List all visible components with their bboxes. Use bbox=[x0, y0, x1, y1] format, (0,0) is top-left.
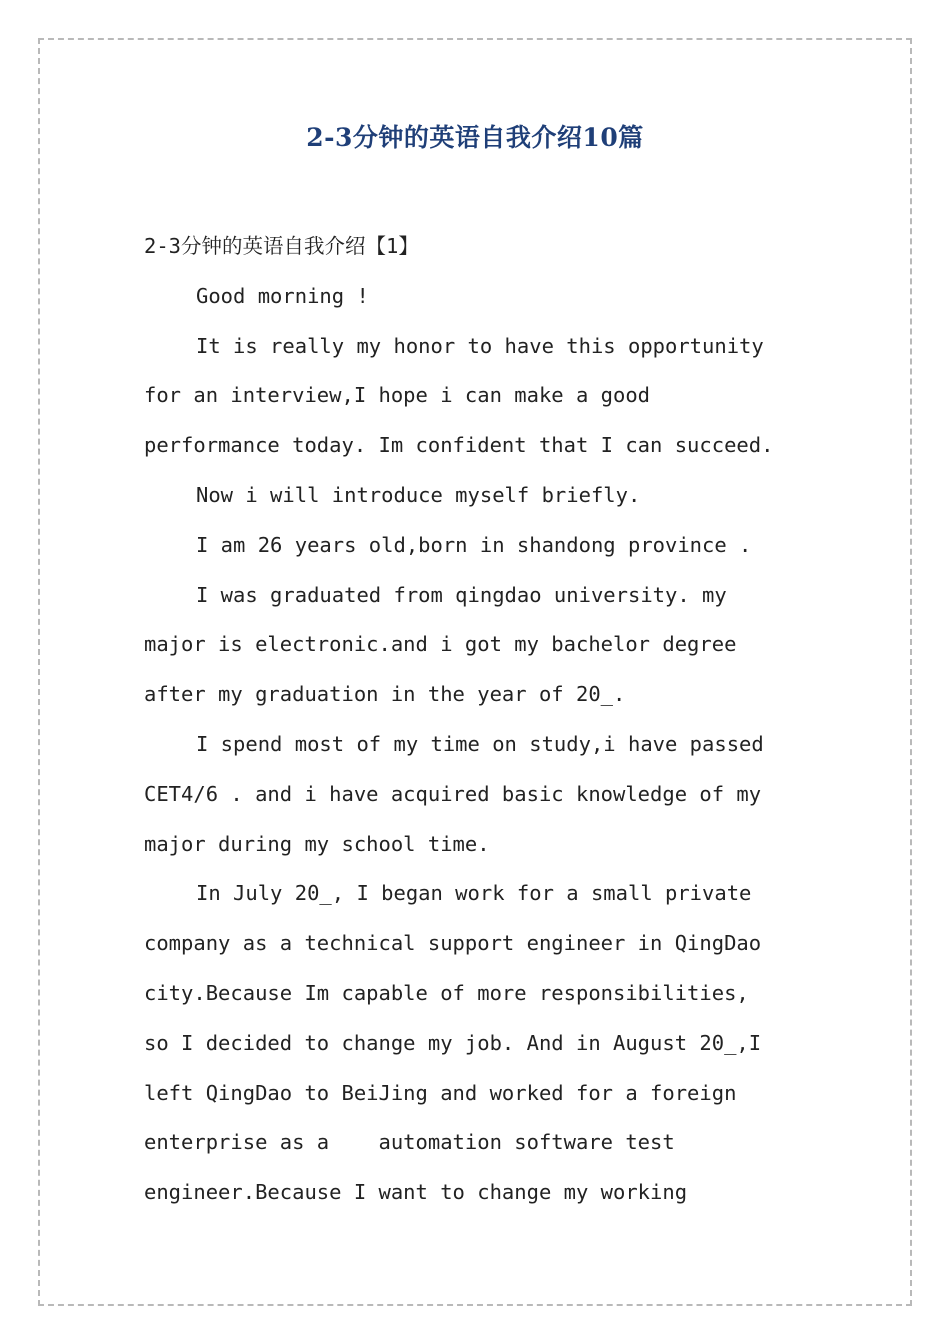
text-line: Good morning ! bbox=[196, 283, 369, 308]
text-line: enterprise as a automation software test bbox=[144, 1130, 675, 1155]
paragraph-greeting bbox=[144, 272, 804, 322]
text-line: CET4/6 . and i have acquired basic knowledge of my bbox=[144, 781, 762, 806]
paragraph-honor bbox=[144, 322, 804, 471]
paragraph-work bbox=[144, 869, 804, 1218]
text-line: In July 20_, I began work for a small private bbox=[196, 881, 752, 906]
text-line: I am 26 years old,born in shandong province . bbox=[196, 532, 752, 557]
text-line: for an interview,I hope i can make a good bbox=[144, 383, 651, 408]
paragraph-introduce bbox=[144, 471, 804, 521]
document-body bbox=[144, 222, 804, 1218]
text-line: after my graduation in the year of 20_. bbox=[144, 682, 626, 707]
paragraph-education bbox=[144, 571, 804, 720]
text-line: performance today. Im confident that I can succeed. bbox=[144, 433, 774, 458]
text-line: Now i will introduce myself briefly. bbox=[196, 482, 641, 507]
text-line: It is really my honor to have this opportunity bbox=[196, 333, 764, 358]
text-line: major is electronic.and i got my bachelor degree bbox=[144, 632, 737, 657]
text-line: left QingDao to BeiJing and worked for a foreign bbox=[144, 1080, 737, 1105]
section-heading: 2-3分钟的英语自我介绍【1】 bbox=[144, 234, 419, 258]
text-line: so I decided to change my job. And in August 20_,I bbox=[144, 1030, 762, 1055]
text-line: I spend most of my time on study,i have passed bbox=[196, 731, 764, 756]
paragraph-study bbox=[144, 720, 804, 869]
document-title: 2-3分钟的英语自我介绍10篇 bbox=[306, 123, 644, 152]
paragraph-age bbox=[144, 521, 804, 571]
text-line: I was graduated from qingdao university. my bbox=[196, 582, 727, 607]
text-line: company as a technical support engineer in QingDao bbox=[144, 931, 762, 956]
text-line: engineer.Because I want to change my working bbox=[144, 1180, 688, 1205]
text-line: major during my school time. bbox=[144, 831, 490, 856]
text-line: city.Because Im capable of more responsibilities, bbox=[144, 980, 749, 1005]
